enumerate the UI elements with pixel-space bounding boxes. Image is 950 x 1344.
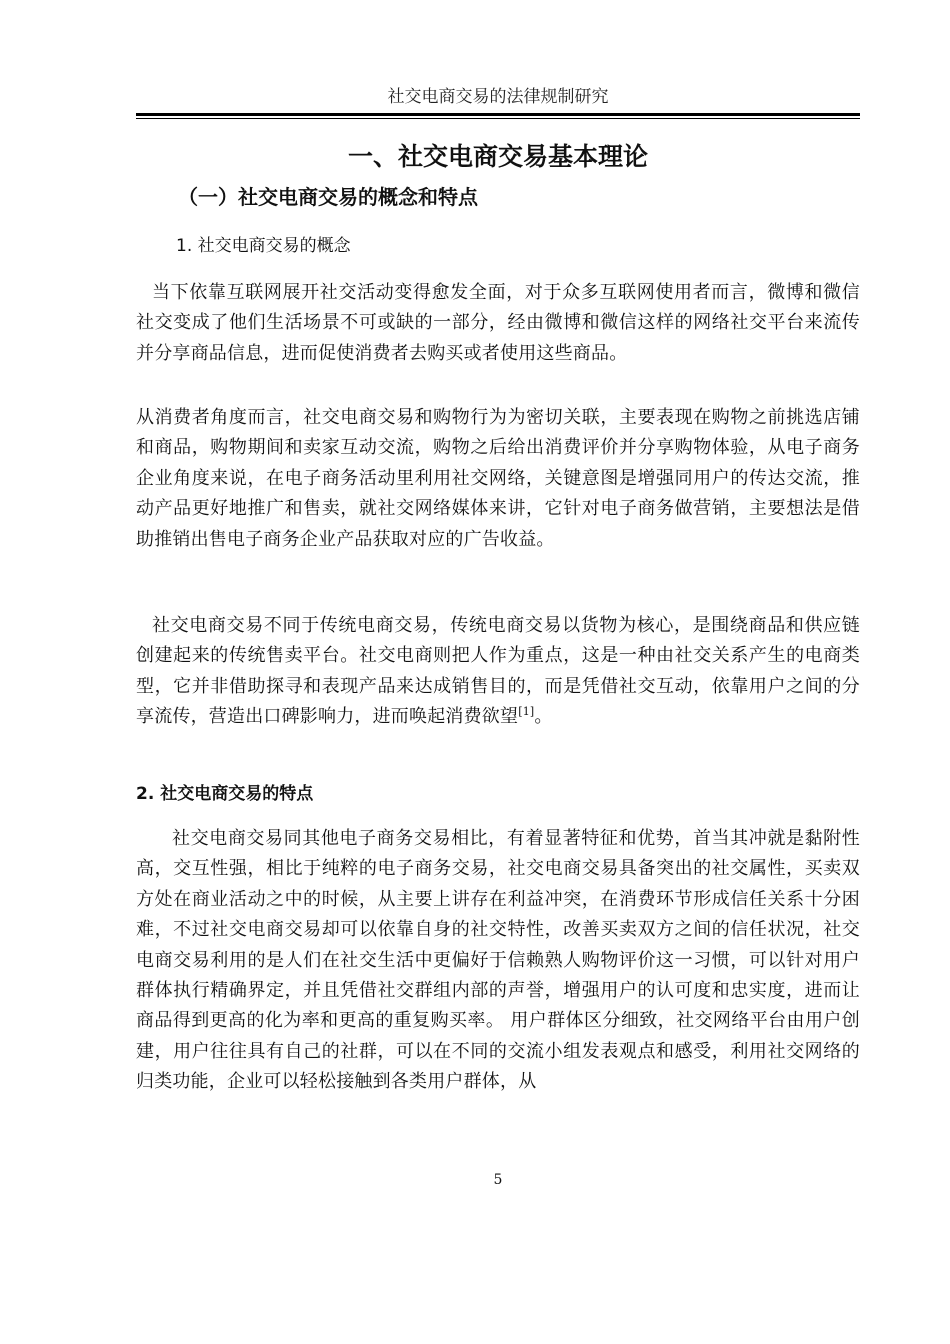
subsection-title-features: 2. 社交电商交易的特点: [136, 784, 314, 804]
header-rule-thick: [136, 113, 860, 116]
citation-marker[interactable]: [1]: [518, 705, 535, 719]
subsection-title-concept: 1. 社交电商交易的概念: [176, 236, 351, 256]
page-number: 5: [493, 1172, 503, 1188]
section-title: （一）社交电商交易的概念和特点: [178, 185, 478, 209]
running-header: 社交电商交易的法律规制研究: [387, 87, 609, 107]
paragraph-3: [136, 611, 860, 733]
header-rule-thin: [136, 118, 860, 119]
paragraph-3-end: 。: [534, 706, 553, 728]
paragraph-4: 社交电商交易同其他电子商务交易相比，有着显著特征和优势，首当其冲就是黏附性高，交互性强，相比于纯粹的电子商务交易，社交电商交易具备突出的社交属性，买卖双方处在商业活动之中的时候，从主要上讲存在利益冲突，在消费环节形成信任关系十分困难，不过社交电商交易却可以依靠自身的社交特性，改善买卖双方之间的信任状况，社交电商交易利用的是人们在社交生活中更偏好于信赖熟人购物评价这一习惯，可以针对用户群体执行精确界定，并且凭借社交群组内部的声誉，增强用户的认可度和忠实度，进而让商品得到更高的化为率和更高的重复购买率。 用户群体区分细致，社交网络平台由用户创建，用户往往具有自己的社群，可以在不同的交流小组发表观点和感受，利用社交网络的归类功能，企业可以轻松接触到各类用户群体，从: [136, 828, 860, 1093]
paragraph-2: 从消费者角度而言，社交电商交易和购物行为为密切关联，主要表现在购物之前挑选店铺和商品，购物期间和卖家互动交流，购物之后给出消费评价并分享购物体验，从电子商务企业角度来说，在电子商务活动里利用社交网络，关键意图是增强同用户的传达交流，推动产品更好地推广和售卖，就社交网络媒体来讲，它针对电子商务做营销，主要想法是借助推销出售电子商务企业产品获取对应的广告收益。: [136, 407, 860, 550]
chapter-title: 一、社交电商交易基本理论: [347, 142, 648, 171]
paragraph-1: 当下依靠互联网展开社交活动变得愈发全面，对于众多互联网使用者而言，微博和微信社交变成了他们生活场景不可或缺的一部分，经由微博和微信这样的网络社交平台来流传并分享商品信息，进而促使消费者去购买或者使用这些商品。: [136, 282, 860, 364]
paragraph-3-text: 社交电商交易不同于传统电商交易，传统电商交易以货物为核心，是围绕商品和供应链创建起来的传统售卖平台。社交电商则把人作为重点，这是一种由社交关系产生的电商类型，它并非借助探寻和表现产品来达成销售目的，而是凭借社交互动，依靠用户之间的分享流传，营造出口碑影响力，进而唤起消费欲望: [136, 615, 860, 728]
